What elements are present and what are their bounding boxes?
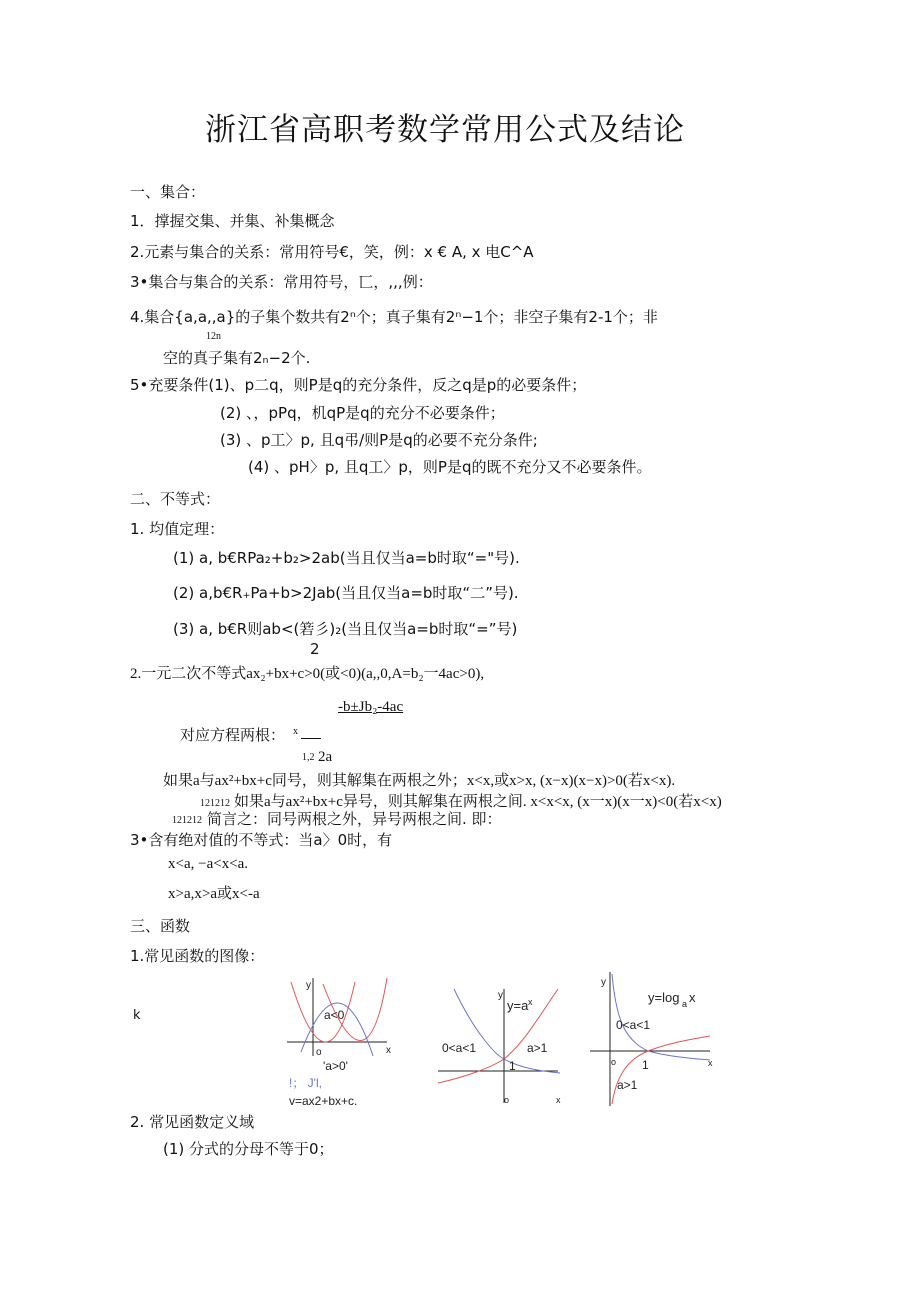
function-label-exponent: x [528,997,533,1007]
logarithm-graph [586,968,718,1108]
line-1-5c: (3) 、p工〉p, 且q弔/则P是q的必要不充分条件; [220,431,538,449]
formula-subscript: 1,2 [302,752,315,763]
function-label: y=log [648,990,680,1005]
inequality-item-2: (2) a,b€R₊Pa+b>2Jab(当且仅当a=b时取“二”号). [173,584,519,602]
x-label: x [708,1058,713,1068]
intercept-one: 1 [642,1058,649,1072]
fraction-bar [301,738,321,739]
margin-k: k [133,1008,141,1023]
same-sign-rule: 如果a与ax²+bx+c同号，则其解集在两根之外；x<x,或x>x, (x−x)(x−x)>0(若x<x). [163,773,676,789]
line-1-5b: (2) 、，pPq，机qP是q的充分不必要条件； [220,404,505,422]
a-pos-label: 'a>0' [323,1059,348,1073]
increasing-exponential [438,989,558,1083]
line-3-2: 2. 常见函数定义域 [130,1113,255,1131]
origin-label: o [316,1047,322,1058]
base-range-large: a>1 [617,1078,638,1092]
inequality-item-3-denominator: 2 [310,640,320,658]
summary-line: 简言之：同号两根之外，异号两根之间. 即： [207,810,502,828]
diff-sign-rule: 如果a与ax²+bx+c异号，则其解集在两根之间. x<x<x, (x一x)(x一x)<0(若x<x) [234,794,722,810]
roots-x: x [293,726,298,737]
summary-subscript: 121212 [172,815,202,826]
line-3-1: 1.常见函数的图像： [130,947,265,965]
quadratic-formula-denominator: 2a [318,749,333,765]
roots-label: 对应方程两根： [180,726,286,744]
x-label: x [386,1045,391,1056]
parabola-red-left [291,982,355,1042]
line-1-3: 3•集合与集合的关系：常用符号，匸，,,,例： [130,273,433,291]
abs-inequality-2: x>a,x>a或x<-a [168,886,260,902]
base-range-small: 0<a<1 [616,1018,651,1032]
noise-label: !； J'l, [289,1076,322,1090]
line-1-5d: (4) 、pH〉p, 且q工〉p，则P是q的既不充分又不必要条件。 [248,458,652,476]
line-1-4-subscript: 12n [206,331,221,342]
line-1-2: 2.元素与集合的关系：常用符号€，笑，例：x € A, x 电C^A [130,243,534,261]
y-label: y [498,990,503,1001]
origin-label: o [611,1057,617,1067]
intercept-one: 1 [509,1059,516,1073]
page-title: 浙江省高职考数学常用公式及结论 [205,112,685,148]
origin-label: o [504,1095,510,1105]
exponential-graph [436,985,566,1107]
inequality-item-3: (3) a, b€R则ab<(箬彡)₂(当且仅当a=b时取“=”号) [173,620,518,638]
x-label: x [556,1095,561,1105]
base-range-small: 0<a<1 [442,1041,477,1055]
section-heading-sets: 一、集合： [130,183,206,201]
increasing-logarithm [612,1036,710,1104]
line-3-2a: (1) 分式的分母不等于0； [163,1140,334,1158]
line-1-4: 4.集合{a,a,,a}的子集个数共有2ⁿ个；真子集有2ⁿ−1个；非空子集有2-1个；非 [130,308,658,326]
diff-sign-subscript: 121212 [200,798,230,809]
function-label-tail: x [689,990,696,1005]
parabola-graph [283,972,398,1110]
line-2-1: 1. 均值定理： [130,520,225,538]
abs-inequality-1: x<a, −a<x<a. [168,856,249,872]
line-2-3: 3•含有绝对值的不等式：当a〉0时，有 [130,831,393,849]
function-label-base: a [682,999,688,1009]
line-1-1: 1．撑握交集、并集、补集概念 [130,212,335,230]
base-range-large: a>1 [527,1041,548,1055]
section-heading-inequalities: 二、不等式： [130,490,221,508]
line-2-2: 2.一元二次不等式ax₂+bx+c>0(或<0)(a,,0,A=b₂一4ac>0), [130,666,485,682]
parabola-caption: v=ax2+bx+c. [289,1094,358,1108]
y-label: y [601,977,606,988]
quadratic-formula-numerator: -b±Jb₂-4ac [338,699,404,715]
line-1-5: 5•充要条件(1)、p二q，则P是q的充分条件，反之q是p的必要条件； [130,376,587,394]
section-heading-functions: 三、函数 [130,917,191,935]
a-neg-label: a<0 [324,1008,345,1022]
y-label: y [306,980,311,991]
line-1-4b: 空的真子集有2ₙ−2个. [163,349,311,367]
inequality-item-1: (1) a, b€RPa₂+b₂>2ab(当且仅当a=b时取“="号). [173,549,520,567]
function-label: y=a [507,998,529,1013]
